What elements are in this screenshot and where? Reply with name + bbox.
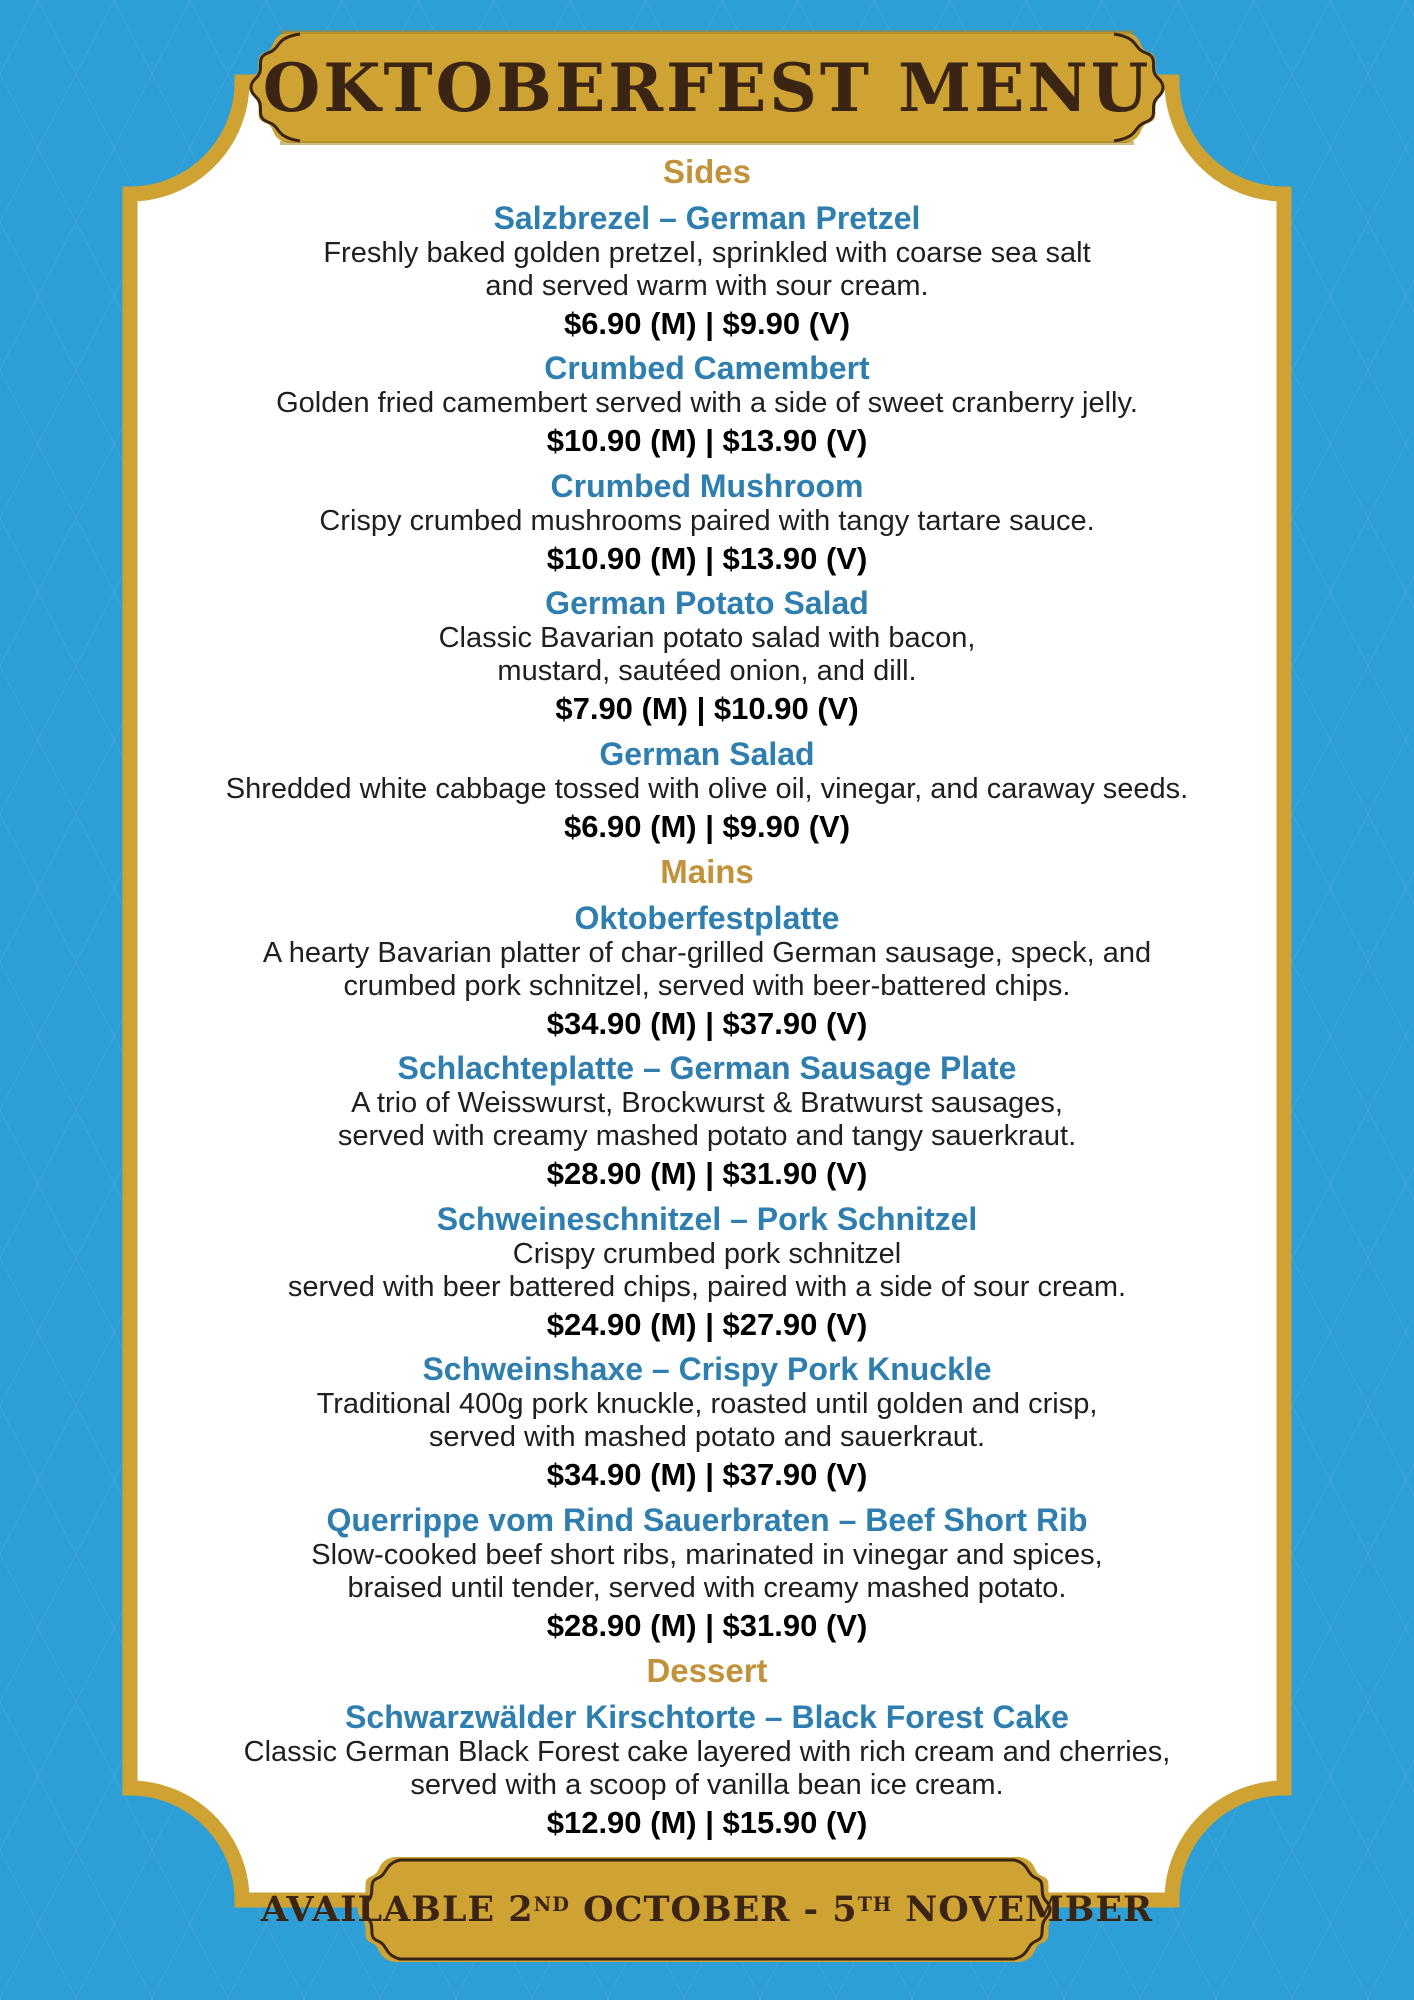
item-price: $34.90 (M) | $37.90 (V) (546, 1005, 868, 1041)
availability-banner (260, 1853, 1154, 1966)
item-description-line: mustard, sautéed onion, and dill. (497, 655, 917, 688)
item-description-line: crumbed pork schnitzel, served with beer-battered chips. (343, 969, 1071, 1002)
menu-content (145, 152, 1269, 1842)
item-name: Schweineschnitzel – Pork Schnitzel (436, 1200, 978, 1237)
item-description-line: Freshly baked golden pretzel, sprinkled with coarse sea salt (323, 236, 1091, 269)
item-name: Schweinshaxe – Crispy Pork Knuckle (422, 1351, 992, 1388)
ordinal-superscript: ND (533, 1893, 570, 1917)
menu-item (145, 467, 1269, 578)
section-heading: Dessert (646, 1652, 768, 1690)
availability-text (261, 1889, 1153, 1930)
menu-title: OKTOBERFEST MENU (262, 48, 1152, 127)
menu-item (145, 1200, 1269, 1344)
item-name: Schwarzwälder Kirschtorte – Black Forest Cake (345, 1698, 1069, 1735)
menu-item (145, 899, 1269, 1043)
item-price: $28.90 (M) | $31.90 (V) (546, 1607, 868, 1643)
item-description-line: Shredded white cabbage tossed with olive oil, vinegar, and caraway seeds. (225, 772, 1189, 805)
menu-item (145, 735, 1269, 846)
item-price: $10.90 (M) | $13.90 (V) (546, 423, 868, 459)
item-description-line: Crispy crumbed pork schnitzel (512, 1237, 902, 1270)
item-description-line: A hearty Bavarian platter of char-grilled German sausage, speck, and (262, 936, 1152, 969)
section-heading: Mains (660, 853, 754, 891)
item-name: Querrippe vom Rind Sauerbraten – Beef Short Rib (326, 1501, 1088, 1538)
availability-text-part: OCTOBER - 5 (569, 1889, 858, 1930)
item-description-line: A trio of Weisswurst, Brockwurst & Bratwurst sausages, (351, 1087, 1063, 1120)
item-description-line: Slow-cooked beef short ribs, marinated in vinegar and spices, (311, 1538, 1103, 1571)
item-description-line: braised until tender, served with creamy mashed potato. (347, 1571, 1067, 1604)
item-description-line: Classic Bavarian potato salad with bacon, (438, 622, 976, 655)
item-price: $6.90 (M) | $9.90 (V) (563, 305, 851, 341)
item-price: $28.90 (M) | $31.90 (V) (546, 1156, 868, 1192)
item-price: $7.90 (M) | $10.90 (V) (555, 691, 859, 727)
menu-item (145, 1350, 1269, 1494)
menu-item (145, 199, 1269, 343)
title-banner (240, 28, 1174, 147)
menu-item (145, 1049, 1269, 1193)
item-description-line: served with creamy mashed potato and tangy sauerkraut. (337, 1120, 1077, 1153)
menu-item (145, 584, 1269, 728)
item-name: German Salad (599, 735, 815, 772)
section-heading: Sides (662, 153, 752, 190)
item-description-line: served with a scoop of vanilla bean ice cream. (410, 1768, 1004, 1801)
item-name: Crumbed Mushroom (550, 467, 864, 504)
item-name: Salzbrezel – German Pretzel (493, 199, 921, 236)
item-price: $12.90 (M) | $15.90 (V) (546, 1804, 868, 1840)
item-description-line: Golden fried camembert served with a side of sweet cranberry jelly. (276, 387, 1138, 420)
menu-item (145, 1501, 1269, 1645)
item-description-line: Classic German Black Forest cake layered with rich cream and cherries, (243, 1735, 1171, 1768)
item-name: Crumbed Camembert (544, 350, 870, 387)
item-price: $6.90 (M) | $9.90 (V) (563, 808, 851, 844)
item-description-line: served with beer battered chips, paired with a side of sour cream. (287, 1270, 1127, 1303)
ordinal-superscript: TH (857, 1893, 893, 1917)
availability-text-part: AVAILABLE 2 (260, 1889, 534, 1930)
item-description-line: Traditional 400g pork knuckle, roasted until golden and crisp, (316, 1388, 1098, 1421)
menu-item (145, 349, 1269, 460)
item-price: $24.90 (M) | $27.90 (V) (546, 1306, 868, 1342)
item-description-line: and served warm with sour cream. (485, 269, 929, 302)
item-name: Schlachteplatte – German Sausage Plate (397, 1050, 1017, 1087)
item-price: $10.90 (M) | $13.90 (V) (546, 540, 868, 576)
item-price: $34.90 (M) | $37.90 (V) (546, 1457, 868, 1493)
menu-item (145, 1698, 1269, 1842)
availability-text-part: NOVEMBER (892, 1889, 1154, 1930)
item-description-line: served with mashed potato and sauerkraut. (428, 1421, 986, 1454)
item-description-line: Crispy crumbed mushrooms paired with tangy tartare sauce. (319, 504, 1095, 537)
item-name: Oktoberfestplatte (574, 899, 840, 936)
item-name: German Potato Salad (545, 585, 869, 622)
